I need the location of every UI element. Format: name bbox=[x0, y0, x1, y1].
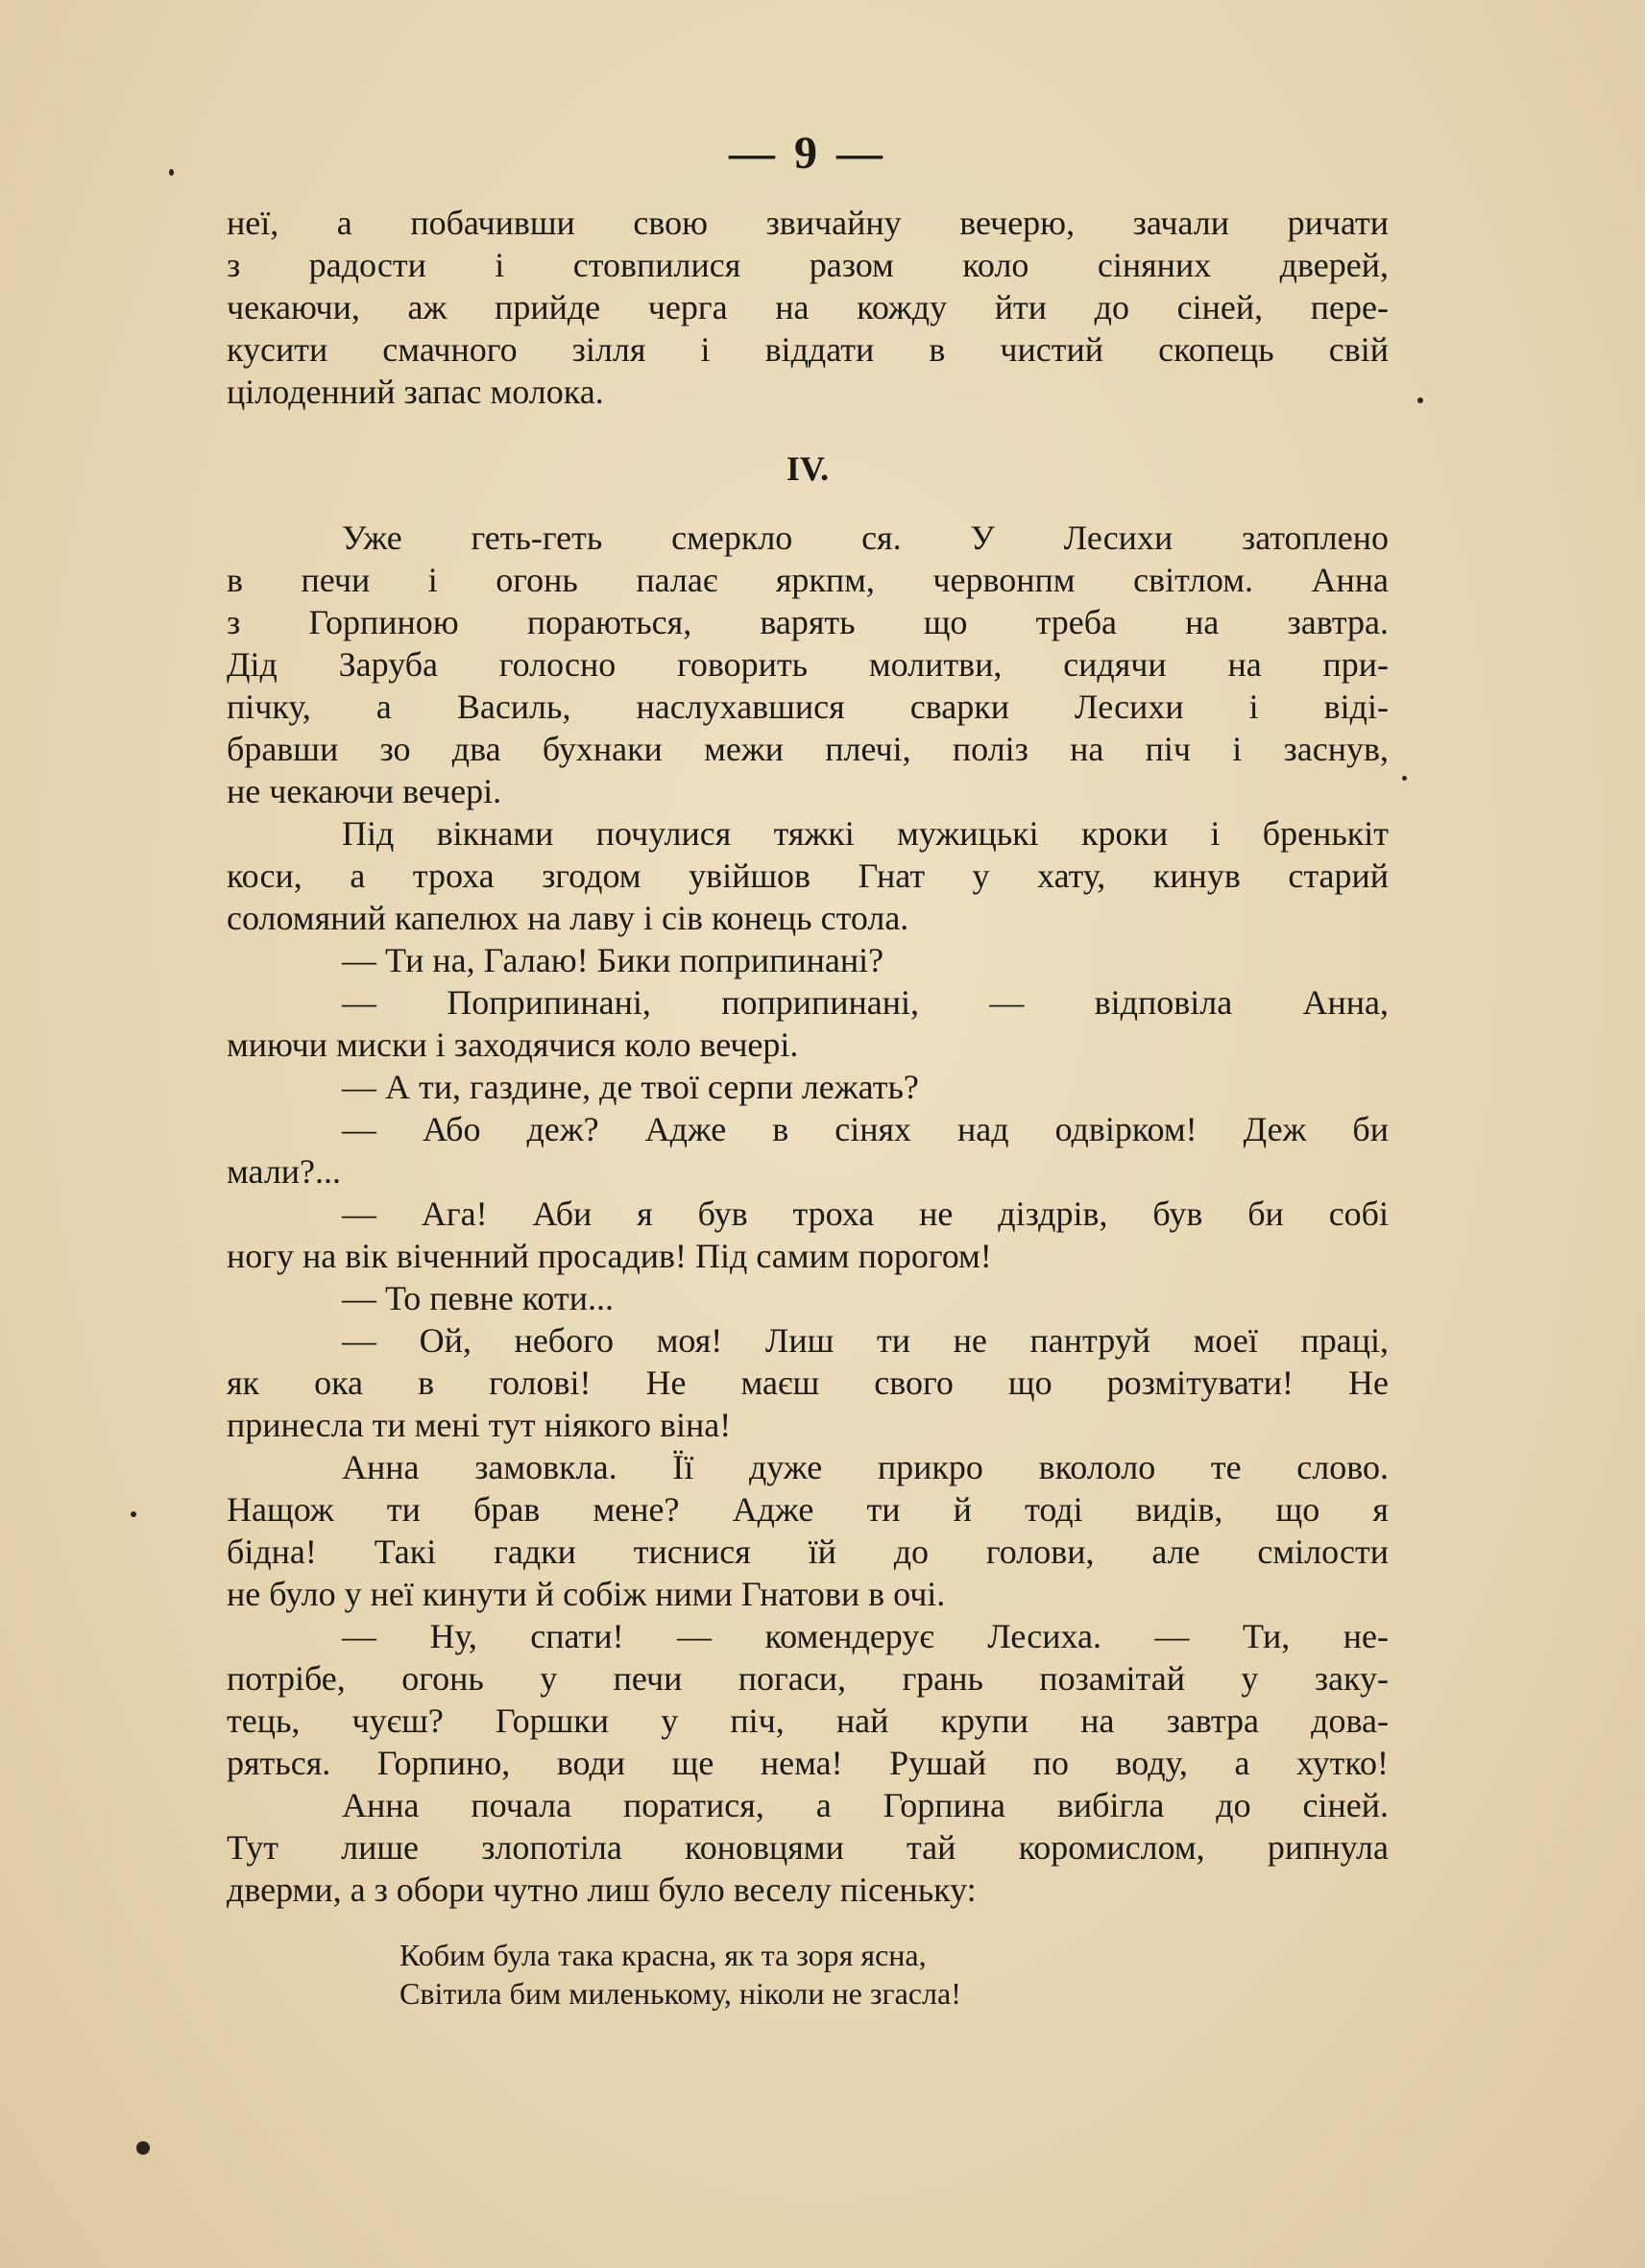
text-line: — Або деж? Адже в сінях над одвірком! Деж би bbox=[342, 1110, 1389, 1148]
text-line: соломяний капелюх на лаву і сів конець стола. bbox=[227, 899, 909, 937]
page-number: — 9 — bbox=[729, 128, 886, 179]
text-line: не чекаючи вечері. bbox=[227, 772, 502, 810]
song-verse bbox=[399, 1936, 1389, 2013]
text-line: Нащож ти брав мене? Адже ти й тоді видів, що я bbox=[227, 1490, 1389, 1529]
dialogue-line bbox=[227, 981, 1389, 1066]
ink-speck bbox=[136, 2141, 150, 2155]
text-line: Під вікнами почулися тяжкі мужицькі кроки і бренькіт bbox=[342, 814, 1389, 853]
text-line: — Ага! Аби я був троха не діздрів, був би собі bbox=[342, 1194, 1389, 1233]
paragraph bbox=[227, 1446, 1389, 1615]
text-line: бідна! Такі гадки тиснися їй до голови, але смілости bbox=[227, 1532, 1389, 1571]
text-line: — Ну, спати! — комендерує Лесиха. — Ти, не- bbox=[342, 1617, 1389, 1655]
text-line: пічку, а Василь, наслухавшися сварки Лесихи і віді- bbox=[227, 688, 1389, 726]
text-line: мали?... bbox=[227, 1152, 342, 1191]
paragraph bbox=[227, 517, 1389, 812]
text-line: з Горпиною пораються, варять що треба на завтра. bbox=[227, 603, 1389, 641]
dialogue-line bbox=[227, 1193, 1389, 1277]
text-line: Анна замовкла. Її дуже прикро вкололо те слово. bbox=[342, 1448, 1389, 1486]
verse-line: Кобим була така красна, як та зоря ясна, bbox=[399, 1938, 927, 1972]
text-line: кусити смачного зілля і віддати в чистий скопець свій bbox=[227, 330, 1389, 369]
text-line: чекаючи, аж прийде черга на кожду йти до сіней, пере- bbox=[227, 288, 1389, 326]
ink-speck bbox=[1402, 776, 1407, 781]
text-line: принесла ти мені тут ніякого віна! bbox=[227, 1406, 732, 1444]
dialogue-line bbox=[227, 939, 1389, 981]
dialogue-line bbox=[227, 1108, 1389, 1193]
text-line: — Поприпинані, поприпинані, — відповіла Анна, bbox=[342, 983, 1389, 1022]
section-heading: IV. bbox=[786, 449, 830, 488]
text-line: неї, а побачивши свою звичайну вечерю, зачали ричати bbox=[227, 204, 1389, 242]
dialogue-line bbox=[227, 1277, 1389, 1319]
text-line: як ока в голові! Не маєш свого що розмітувати! Не bbox=[227, 1363, 1389, 1402]
text-line: Уже геть-геть смеркло ся. У Лесихи затоплено bbox=[342, 519, 1389, 557]
text-line: Анна почала поратися, а Горпина вибігла до сіней. bbox=[342, 1786, 1389, 1824]
ink-speck bbox=[169, 169, 174, 176]
text-line: ногу на вік віченний просадив! Під самим порогом! bbox=[227, 1237, 992, 1275]
text-line: миючи миски і заходячися коло вечері. bbox=[227, 1025, 799, 1064]
ink-speck bbox=[131, 1511, 136, 1517]
text-line: потрібе, огонь у печи погаси, грань позамітай у заку- bbox=[227, 1659, 1389, 1698]
dialogue-line bbox=[227, 1066, 1389, 1108]
text-line: Тут лише злопотіла коновцями тай коромислом, рипнула bbox=[227, 1828, 1389, 1867]
text-line: ряться. Горпино, води ще нема! Рушай по воду, а хутко! bbox=[227, 1744, 1389, 1782]
text-line: — Ти на, Галаю! Бики поприпинані? bbox=[342, 941, 884, 979]
text-line: цілоденний запас молока. bbox=[227, 373, 604, 411]
text-line: Дід Заруба голосно говорить молитви, сидячи на при- bbox=[227, 645, 1389, 684]
text-line: коси, а троха згодом увійшов Гнат у хату, кинув старий bbox=[227, 857, 1389, 895]
dialogue-line bbox=[227, 1319, 1389, 1446]
text-line: — А ти, газдине, де твої серпи лежать? bbox=[342, 1068, 919, 1106]
page-text bbox=[227, 125, 1389, 2013]
text-line: — Ой, небого моя! Лиш ти не пантруй моеї праці, bbox=[342, 1321, 1389, 1360]
text-line: — То певне коти... bbox=[342, 1279, 614, 1317]
text-line: не було у неї кинути й собіж ними Гнатови в очі. bbox=[227, 1575, 946, 1613]
paragraph bbox=[227, 1784, 1389, 1911]
ink-speck bbox=[1417, 398, 1423, 403]
text-line: дверми, а з обори чутно лиш було веселу пісеньку: bbox=[227, 1870, 977, 1909]
paragraph bbox=[227, 1615, 1389, 1784]
text-line: бравши зо два бухнаки межи плечі, поліз на піч і заснув, bbox=[227, 730, 1389, 768]
verse-line: Світила бим миленькому, ніколи не згасла! bbox=[399, 1976, 961, 2011]
paragraph bbox=[227, 812, 1389, 939]
text-line: тець, чуєш? Горшки у піч, най крупи на завтра дова- bbox=[227, 1701, 1389, 1740]
paragraph-continued bbox=[227, 202, 1389, 413]
text-line: в печи і огонь палає яркпм, червонпм світлом. Анна bbox=[227, 561, 1389, 599]
text-line: з радости і стовпилися разом коло сіняних дверей, bbox=[227, 246, 1389, 284]
